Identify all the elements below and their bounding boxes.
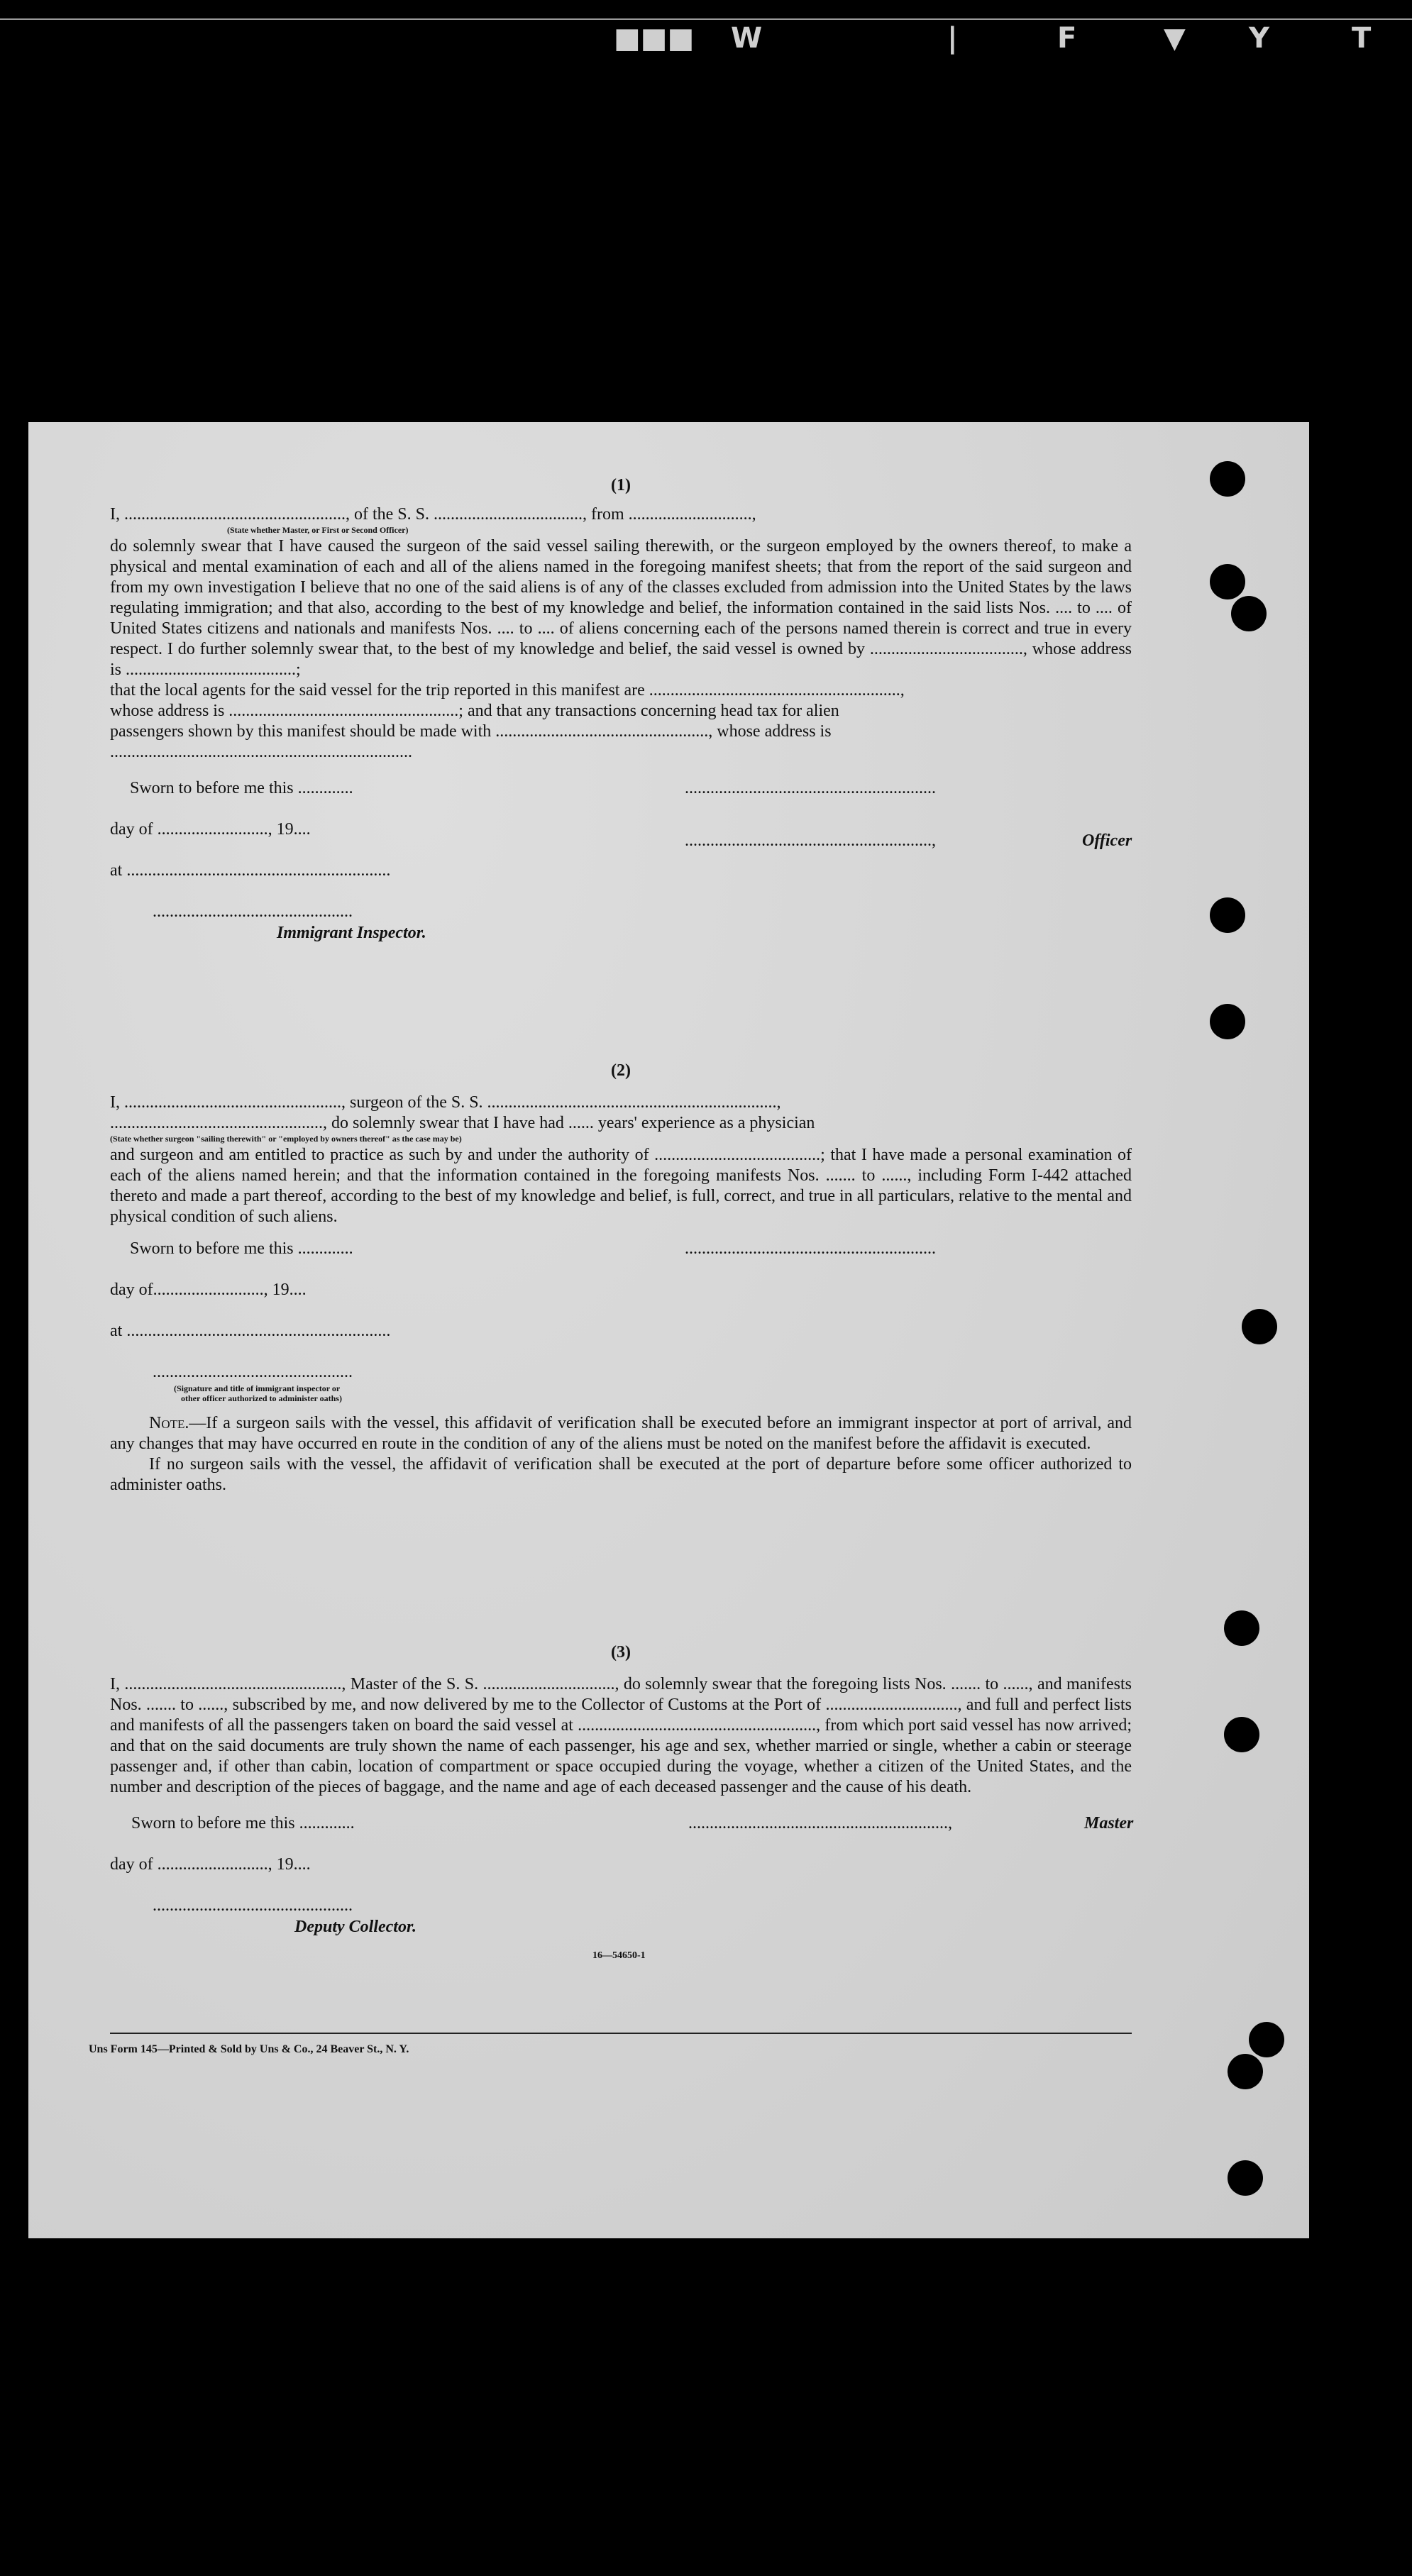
form-code: 16—54650-1 <box>592 1950 646 1961</box>
day-text: day of .........................., 19.... <box>110 820 311 839</box>
film-mark-triangle: ▼ <box>1164 22 1186 55</box>
inspector-dots: ............................................... <box>153 1363 353 1381</box>
note-paragraph <box>110 1413 1132 1454</box>
day-text: day of.........................., 19.... <box>110 1281 307 1299</box>
printer-imprint: Uns Form 145—Printed & Sold by Uns & Co., 24 Beaver St., N. Y. <box>89 2043 409 2055</box>
punch-hole <box>1210 461 1245 497</box>
note-label: Note. <box>149 1414 189 1432</box>
punch-hole <box>1210 897 1245 933</box>
at-text: at .............................................................. <box>110 1322 391 1340</box>
sworn-text: Sworn to before me this ............. <box>131 1814 355 1833</box>
head-tax-line: passengers shown by this manifest should be made with .................................................., whose address is <box>110 722 832 741</box>
master-oath-line: I, ...................................................., of the S. S. ..................................., from ............................., <box>110 505 756 524</box>
punch-hole <box>1228 2054 1263 2089</box>
section-number: (2) <box>611 1061 631 1080</box>
sworn-text: Sworn to before me this ............. <box>130 779 353 797</box>
punch-hole <box>1224 1610 1259 1646</box>
film-mark-w: W <box>731 22 763 55</box>
film-mark-bar: | <box>947 22 958 55</box>
sworn-row <box>110 1239 1132 1280</box>
footer-rule <box>110 2033 1132 2034</box>
at-row <box>110 1321 1132 1362</box>
at-row <box>110 861 1132 902</box>
collector-dots: ............................................... <box>153 1896 353 1915</box>
surgeon-affidavit-section <box>110 1061 1132 1496</box>
date-row <box>110 1280 1132 1321</box>
delivery-oath-body: I, ..................................................., Master of the S. S. ..............................., do solemnly swear that the foregoing lists Nos. ....... to ......, and manifests Nos. ....... to ......, subscribed by me, and now delivered by me to the Collector of Customs at the Port of ..............................., and full and perfect lists and manifests of all the passengers taken on board the said vessel at ........................................................, from which port said vessel has now arrived; and that on the said documents are truly shown the name of each passenger, his age and sex, whether married or single, whether a cabin or steerage passenger and, if other than cabin, location of compartment or space occupied during the voyage, whether a citizen of the United States, and the number and description of the pieces of baggage, and the name and age of each deceased passenger and the cause of his death. <box>110 1675 1132 1796</box>
address-dots: ....................................................................... <box>110 743 412 761</box>
master-oath-body: do solemnly swear that I have caused the surgeon of the said vessel sailing therewith, or the surgeon employed by the owners thereof, to make a physical and mental examination of each and all of the aliens named in the foregoing manifest sheets; that from the report of the said surgeon and from my own investigation I believe that no one of the said aliens is of any of the classes excluded from admission into the United States by the laws regulating immigration; and that also, according to the best of my knowledge and belief, the information contained in the said lists Nos. .... to .... of United States citizens and nationals and manifests Nos. .... to .... of aliens concerning each of the persons named therein is correct and true in every respect. I do further solemnly swear that, to the best of my knowledge and belief, the said vessel is owned by ...................................., whose address is ........................................; <box>110 537 1132 679</box>
inspector-caption: Immigrant Inspector. <box>277 924 426 942</box>
master-dots: ............................................................., <box>688 1814 952 1833</box>
at-text: at .............................................................. <box>110 861 391 880</box>
sworn-row <box>110 778 1132 819</box>
signature-dots: ........................................................... <box>685 779 936 797</box>
address-line: whose address is ......................................................; and that any transactions concerning head tax for alien <box>110 702 839 720</box>
punch-hole <box>1228 2160 1263 2196</box>
section-number: (1) <box>611 476 631 494</box>
punch-hole <box>1249 2022 1284 2057</box>
punch-hole <box>1224 1717 1259 1752</box>
master-affidavit-section <box>110 475 1132 944</box>
collector-block <box>110 1896 1132 1959</box>
note-text: —If a surgeon sails with the vessel, this affidavit of verification shall be executed before an immigrant inspector at port of arrival, and any changes that may have occurred en route in the condition of any of the aliens must be noted on the manifest before the affidavit is executed. <box>110 1414 1132 1453</box>
sworn-text: Sworn to before me this ............. <box>130 1239 353 1258</box>
signature-note: (Signature and title of immigrant inspector or <box>174 1383 341 1393</box>
surgeon-note: (State whether surgeon "sailing therewith" or "employed by owners thereof" as the case may be) <box>110 1134 462 1144</box>
surgeon-oath-body: and surgeon and am entitled to practice as such by and under the authority of .......................................; that I have made a personal examination of each of the aliens named herein; and that the information contained in the foregoing manifests Nos. ....... to ......, including Form I-442 attached thereto and made a part thereof, according to the best of my knowledge and belief, is full, correct, and true in all particulars, relative to the mental and physical condition of such aliens. <box>110 1146 1132 1226</box>
punch-hole <box>1231 596 1267 631</box>
agents-line: that the local agents for the said vessel for the trip reported in this manifest are ..........................................................., <box>110 681 905 700</box>
signature-dots: ........................................................... <box>685 1239 936 1258</box>
inspector-dots: ............................................... <box>153 902 353 921</box>
section-number: (3) <box>611 1643 631 1662</box>
punch-hole <box>1242 1309 1277 1344</box>
collector-caption: Deputy Collector. <box>294 1918 417 1936</box>
master-delivery-section <box>110 1642 1132 1959</box>
officer-dots: .........................................................., <box>685 831 936 850</box>
officer-caption: Officer <box>1082 831 1132 850</box>
rank-note: (State whether Master, or First or Second Officer) <box>227 525 409 535</box>
surgeon-experience-line: .................................................., do solemnly swear that I have had ...... years' experience as a physician <box>110 1114 815 1132</box>
film-strip <box>0 14 1412 57</box>
signature-note-2: other officer authorized to administer oaths) <box>181 1393 342 1403</box>
master-caption: Master <box>1084 1814 1134 1833</box>
note-paragraph-2: If no surgeon sails with the vessel, the affidavit of verification shall be executed at the port of departure before some officer authorized to administer oaths. <box>110 1455 1132 1494</box>
punch-hole <box>1210 564 1245 599</box>
film-mark-blocks: ■■■ <box>614 22 695 55</box>
date-row <box>110 819 1132 861</box>
sworn-row <box>110 1813 1132 1854</box>
film-mark-t: T <box>1352 22 1372 55</box>
surgeon-oath-line: I, ..................................................., surgeon of the S. S. ...................................................................., <box>110 1093 781 1112</box>
form-sheet <box>28 422 1309 2238</box>
inspector-block <box>110 902 1132 944</box>
date-row <box>110 1854 1132 1896</box>
punch-hole <box>1210 1004 1245 1039</box>
film-strip-rule <box>0 18 1412 20</box>
film-mark-f: F <box>1057 22 1077 55</box>
day-text: day of .........................., 19.... <box>110 1855 311 1874</box>
film-mark-y: Y <box>1249 22 1269 55</box>
inspector-block <box>110 1362 1132 1405</box>
